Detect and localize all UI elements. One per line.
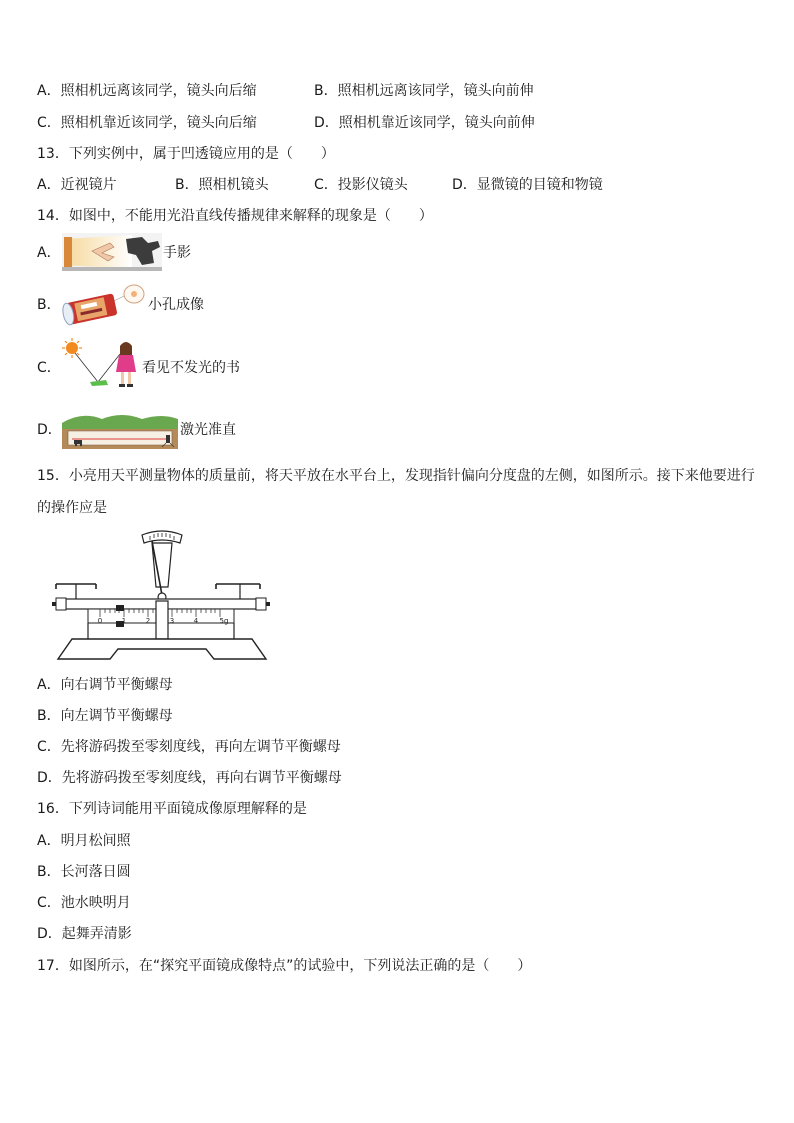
q16-option-d: D．起舞弄清影 bbox=[37, 926, 132, 942]
q15-stem-line1: 15．小亮用天平测量物体的质量前，将天平放在水平台上，发现指针偏向分度盘的左侧，如图所示。接下来他要进行 bbox=[37, 468, 755, 484]
q13-option-a: A．近视镜片 bbox=[37, 177, 117, 193]
laser-collimation-image bbox=[62, 409, 178, 449]
scale-label-1: 1 bbox=[121, 617, 127, 625]
q15-option-d: D．先将游码拨至零刻度线，再向右调节平衡螺母 bbox=[37, 770, 342, 786]
scale-label-3: 3 bbox=[169, 617, 175, 625]
q17-stem: 17．如图所示，在“探究平面镜成像特点”的试验中，下列说法正确的是（ ） bbox=[37, 958, 532, 974]
q14-option-d-text: 激光准直 bbox=[180, 422, 236, 438]
q15-option-b: B．向左调节平衡螺母 bbox=[37, 708, 173, 724]
q13-option-c: C．投影仪镜头 bbox=[314, 177, 408, 193]
q16-option-a: A．明月松间照 bbox=[37, 833, 131, 849]
q14-option-c-text: 看见不发光的书 bbox=[142, 360, 240, 376]
q12-option-a: A．照相机远离该同学，镜头向后缩 bbox=[37, 83, 257, 99]
q13-stem: 13．下列实例中，属于凹透镜应用的是（ ） bbox=[37, 146, 335, 162]
q13-option-b: B．照相机镜头 bbox=[175, 177, 269, 193]
scale-label-0: 0 bbox=[97, 617, 103, 625]
q16-option-b: B．长河落日圆 bbox=[37, 864, 131, 880]
q14-stem: 14．如图中，不能用光沿直线传播规律来解释的现象是（ ） bbox=[37, 208, 433, 224]
hand-shadow-image bbox=[62, 233, 162, 271]
q12-option-d: D．照相机靠近该同学，镜头向前伸 bbox=[314, 115, 535, 131]
q14-option-a-letter: A． bbox=[37, 245, 61, 261]
balance-scale-diagram bbox=[52, 527, 272, 663]
scale-label-5g: 5g bbox=[219, 617, 229, 625]
q14-option-a-text: 手影 bbox=[163, 245, 191, 261]
q13-option-d: D．显微镜的目镜和物镜 bbox=[452, 177, 603, 193]
q15-stem-line2: 的操作应是 bbox=[37, 500, 107, 516]
q12-option-b: B．照相机远离该同学，镜头向前伸 bbox=[314, 83, 534, 99]
q14-option-b-letter: B． bbox=[37, 297, 61, 313]
q14-option-c-letter: C． bbox=[37, 360, 61, 376]
q15-option-a: A．向右调节平衡螺母 bbox=[37, 677, 173, 693]
scale-label-2: 2 bbox=[145, 617, 151, 625]
seeing-book-image bbox=[62, 338, 142, 390]
scale-label-4: 4 bbox=[193, 617, 199, 625]
q16-option-c: C．池水映明月 bbox=[37, 895, 131, 911]
q14-option-b-text: 小孔成像 bbox=[148, 297, 204, 313]
q15-option-c: C．先将游码拨至零刻度线，再向左调节平衡螺母 bbox=[37, 739, 341, 755]
q14-option-d-letter: D． bbox=[37, 422, 62, 438]
q12-option-c: C．照相机靠近该同学，镜头向后缩 bbox=[37, 115, 257, 131]
q16-stem: 16．下列诗词能用平面镜成像原理解释的是 bbox=[37, 801, 307, 817]
pinhole-camera-image bbox=[62, 282, 152, 326]
